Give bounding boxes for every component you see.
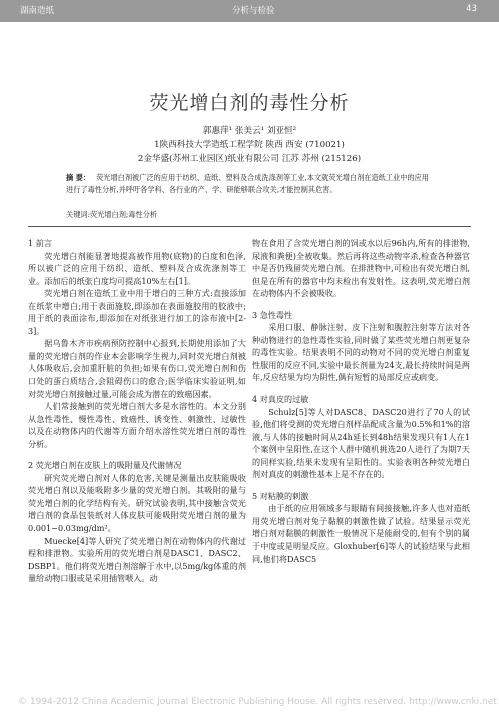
- paragraph-gap: [252, 300, 470, 309]
- journal-name: 湖南造纸: [20, 6, 55, 16]
- abstract-label: 摘 要：: [66, 173, 91, 182]
- body-paragraph: 研究荧光增白剂对人体的危害,关键是测量出皮肤能吸收荧光增白剂以及能吸附多少量的荧光增白剂。其吸附的量与荧光增白剂的化学结构有关。研究试验表明,其中接触含荧光增白剂的食品包装纸对人体皮肤可能吸附荧光增白剂的量为0.001~0.03mg/dm²。: [28, 472, 246, 534]
- body-paragraph: 人们常接触到的荧光增白剂大多是水溶性的。本文分别从急性毒性、慢性毒性、致癌性、诱变性、刺激性、过敏性以及在动物体内的代谢等方面介绍水溶性荧光增白剂的毒性分析。: [28, 401, 246, 449]
- paragraph-gap: [252, 384, 470, 393]
- keywords: 关键词:荧光增白剂;毒性分析: [66, 210, 158, 219]
- section-heading: 3 急性毒性: [252, 309, 293, 320]
- body-paragraph: 荧光增白剂在造纸工业中用于增白的三种方式:直接添加在纸浆中增白;用于表面施胶,即添加在表面施胶用的胶液中;用于纸的表面涂布,即添加在对纸张进行加工的涂布液中[2-3]。: [28, 288, 246, 336]
- left-column: [28, 237, 246, 585]
- section-heading: 1 前言: [28, 238, 52, 248]
- section-heading: 4 对真皮的过敏: [252, 394, 309, 405]
- body-paragraph: Schulz[5]等人对DASC8、DASC20进行了70人的试验,他们将受测的荧光增白剂样品配成含量为0.5%和1%的溶液,与人体的接触时间从24h延长到48h结果发现只有1人在1个案例中呈阳性,在这个人群中随机挑选20人进行了为期7天的同样实验,结果未发现有呈阳性的。实验表明各种荧光增白剂对真皮的刺激性基本上是不存在的。: [252, 406, 470, 480]
- body-paragraph: Muecke[4]等人研究了荧光增白剂在动物体内的代谢过程和排泄物。实验所用的荧光增白剂是DASC1、DASC2、DSBP1。他们将荧光增白剂溶解于水中,以5mg/kg体重的剂量给动物口服或是采用插管喂入。动: [28, 535, 246, 584]
- copyright-watermark: © 1994-2012 China Academic Journal Electronic Publishing House. All rights reserved. http://www.cnki.net: [18, 697, 497, 707]
- paragraph-gap: [28, 450, 246, 459]
- author-list: 郭惠萍¹ 张美云¹ 刘亚恒²: [202, 126, 297, 136]
- section-heading: 5 对粘膜的刺激: [252, 490, 309, 501]
- right-column: [252, 237, 470, 565]
- article-title: 荧光增白剂的毒性分析: [149, 92, 350, 114]
- running-header: [0, 0, 499, 22]
- section-divider: [28, 226, 471, 227]
- body-paragraph: 荧光增白剂能显著地提高被作用物(底物)的白度和色泽,所以被广泛的应用于纺织、造纸、塑料及合成洗涤剂等工业。添加后的纸张白度均可提高10%左右[1]。: [28, 250, 246, 286]
- page-number: 43: [466, 4, 477, 14]
- paragraph-gap: [252, 481, 470, 490]
- affiliation-2: 2金华盛(苏州工业园区)纸业有限公司 江苏 苏州 (215126): [137, 154, 362, 164]
- body-paragraph: 物在食用了含荧光增白剂的饲或水以后96h内,所有的排泄物,尿液和粪便)全被收集。然后再将这些动物宰杀,检查各种器官中是否仍残留荧光增白剂。在排泄物中,可检出有荧光增白剂,但是在所有的器官中均未检出有发射性。这表明,荧光增白剂在动物体内不会被吸收。: [252, 238, 470, 299]
- section-name: 分析与检验: [232, 6, 275, 16]
- body-paragraph: 采用口服、静脉注射、皮下注射和腹腔注射等方法对各种动物进行的急性毒性实验,同时做了某些荧光增白剂更复杂的毒性实验。结果表明不同的动物对不同的荧光增白剂重复性服用的反应不同,实验中最长剂量为24支,最长持续时间是两年,反应结果为均为阴性,偶有短暂的局部反应或病变。: [252, 322, 470, 383]
- abstract: [66, 172, 432, 196]
- section-heading: 2 荧光增白剂在皮肤上的吸附量及代谢情况: [28, 460, 182, 471]
- body-paragraph: 由于纸的应用领域多与眼睛有间接接触,许多人也对造纸用荧光增白剂对兔子黏膜的刺激性做了试验。结果显示荧光增白剂对黏膜的刺激性一般情况下是能耐受的,但有个别的属于中度或是明显反应。Gloxhuber[6]等人的试验结果与此相同,他们将DASC5: [252, 503, 470, 564]
- abstract-text: 荧光增白剂被广泛的应用于纺织、造纸、塑料及合成洗涤剂等工业,本文就荧光增白剂在造纸工业中的应用进行了毒性分析,并呼吁各学科、各行业的产、学、研能够联合攻关,才能控制其危害。: [66, 173, 429, 194]
- affiliation-1: 1陕西科技大学造纸工程学院 陕西 西安 (710021): [154, 140, 345, 150]
- body-paragraph: 据乌鲁木齐市疾病预防控制中心报到,长期使用添加了大量的荧光增白剂的作业本会影响学生视力,同时荧光增白剂被人体吸收后,会加重肝脏的负担;如果有伤口,荧光增白剂和伤口处的蛋白质结合,会阻碍伤口的愈合;医学临床实验证明,如对荧光增白剂接触过量,可能会成为潜在的致癌因素。: [28, 338, 246, 399]
